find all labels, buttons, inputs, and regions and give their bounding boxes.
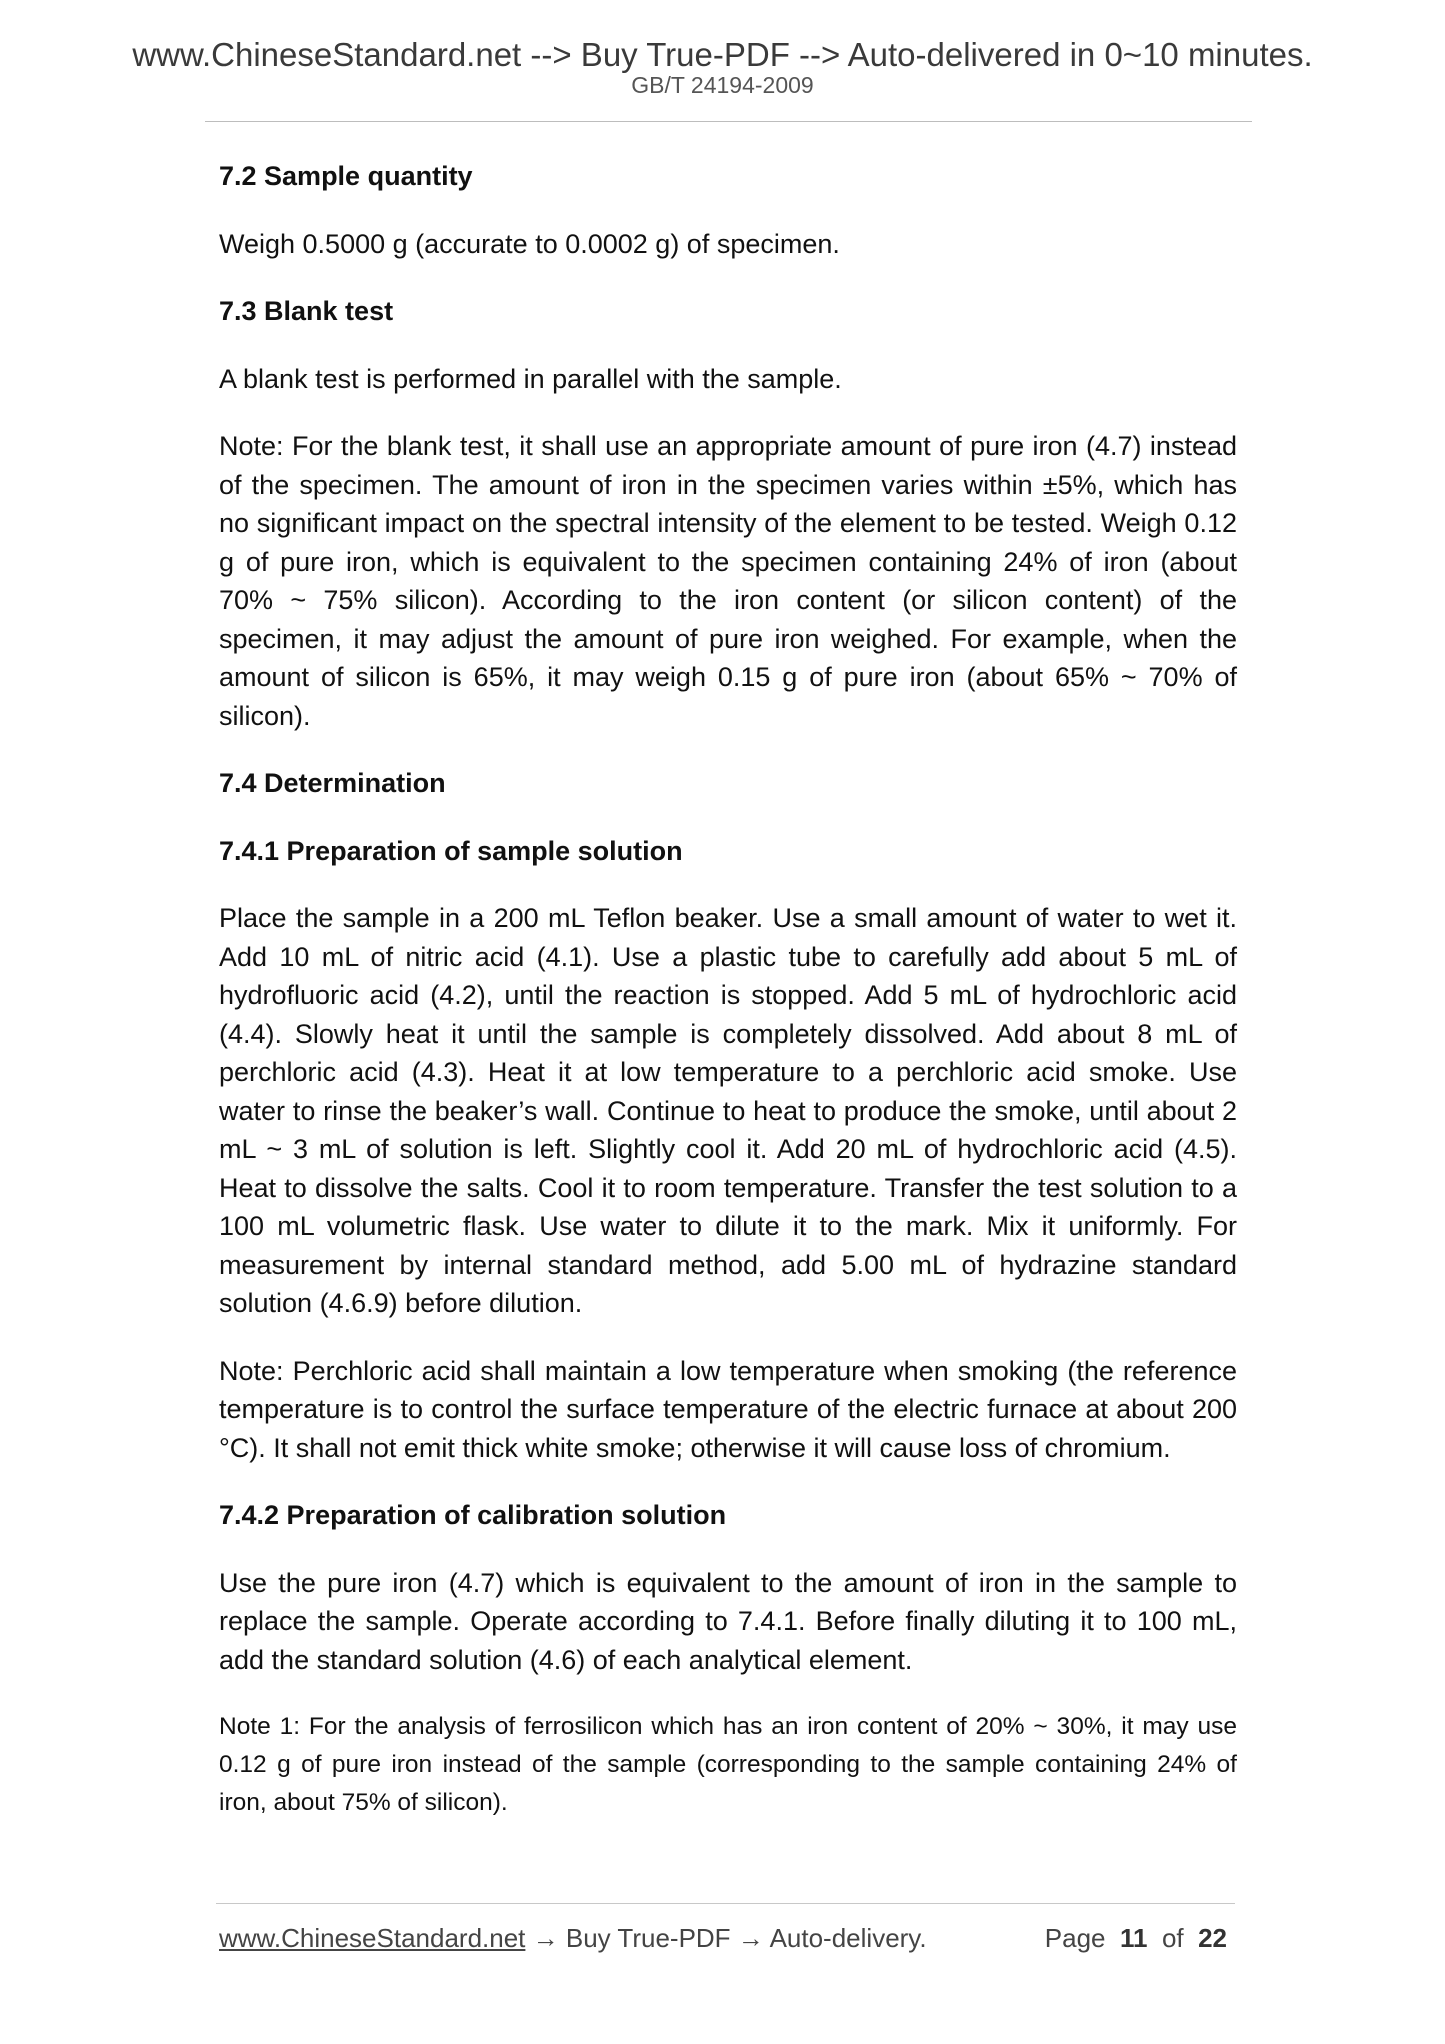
- section-7-3-text: A blank test is performed in parallel with the sample.: [219, 363, 842, 394]
- section-7-4-2-text: Use the pure iron (4.7) which is equivalent to the amount of iron in the sample to replace the sample. Operate according to 7.4.1. Before finally diluting it to 100 mL, add the standard solution (4.6) of each analytical element.: [219, 1567, 1237, 1675]
- footer-divider: [216, 1903, 1235, 1904]
- section-7-4-heading: 7.4 Determination: [219, 768, 446, 798]
- header-divider: [205, 121, 1252, 122]
- page-number: 11: [1119, 1923, 1148, 1953]
- page-indicator: [1045, 1921, 1227, 1955]
- site-banner: www.ChineseStandard.net --> Buy True-PDF --> Auto-delivered in 0~10 minutes.: [132, 36, 1313, 73]
- section-7-4-2-note-1: Note 1: For the analysis of ferrosilicon which has an iron content of 20% ~ 30%, it may use 0.12 g of pure iron instead of the sample (corresponding to the sample containing 24% of iron, about 75% of silicon).: [219, 1713, 1237, 1816]
- page-content: [219, 157, 1237, 1822]
- footer-promo: [219, 1921, 927, 1955]
- section-7-4-1-heading: 7.4.1 Preparation of sample solution: [219, 835, 683, 866]
- section-7-2-text: Weigh 0.5000 g (accurate to 0.0002 g) of specimen.: [219, 228, 840, 259]
- document-id: GB/T 24194-2009: [631, 72, 814, 98]
- footer-promo-text: → Buy True-PDF → Auto-delivery.: [525, 1923, 927, 1953]
- section-7-4-1-text: Place the sample in a 200 mL Teflon beaker. Use a small amount of water to wet it. Add 10 mL of nitric acid (4.1). Use a plastic tube to carefully add about 5 mL of hydrofluoric acid (4.2), until the reaction is stopped. Add 5 mL of hydrochloric acid (4.4). Slowly heat it until the sample is completely dissolved. Add about 8 mL of perchloric acid (4.3). Heat it at low temperature to a perchloric acid smoke. Use water to rinse the beaker’s wall. Continue to heat to produce the smoke, until about 2 mL ~ 3 mL of solution is left. Slightly cool it. Add 20 mL of hydrochloric acid (4.5). Heat to dissolve the salts. Cool it to room temperature. Transfer the test solution to a 100 mL volumetric flask. Use water to dilute it to the mark. Mix it uniformly. For measurement by internal standard method, add 5.00 mL of hydrazine standard solution (4.6.9) before dilution.: [219, 903, 1237, 1318]
- page-label: Page: [1044, 1923, 1106, 1953]
- section-7-3-heading: 7.3 Blank test: [219, 296, 394, 326]
- section-7-4-2-heading: 7.4.2 Preparation of calibration solution: [219, 1500, 727, 1530]
- section-7-3-note: Note: For the blank test, it shall use an appropriate amount of pure iron (4.7) instead of the specimen. The amount of iron in the specimen varies within ±5%, which has no significant impact on the spectral intensity of the element to be tested. Weigh 0.12 g of pure iron, which is equivalent to the specimen containing 24% of iron (about 70% ~ 75% silicon). According to the iron content (or silicon content) of the specimen, it may adjust the amount of pure iron weighed. For example, when the amount of silicon is 65%, it may weigh 0.15 g of pure iron (about 65% ~ 70% of silicon).: [219, 431, 1237, 731]
- section-7-2-heading: 7.2 Sample quantity: [219, 161, 473, 191]
- page-total: 22: [1198, 1923, 1227, 1953]
- footer-site-link[interactable]: www.ChineseStandard.net: [219, 1923, 526, 1953]
- section-7-4-1-note: Note: Perchloric acid shall maintain a low temperature when smoking (the reference temperature is to control the surface temperature of the electric furnace at about 200 °C). It shall not emit thick white smoke; otherwise it will cause loss of chromium.: [219, 1355, 1237, 1463]
- page-of-label: of: [1161, 1923, 1184, 1953]
